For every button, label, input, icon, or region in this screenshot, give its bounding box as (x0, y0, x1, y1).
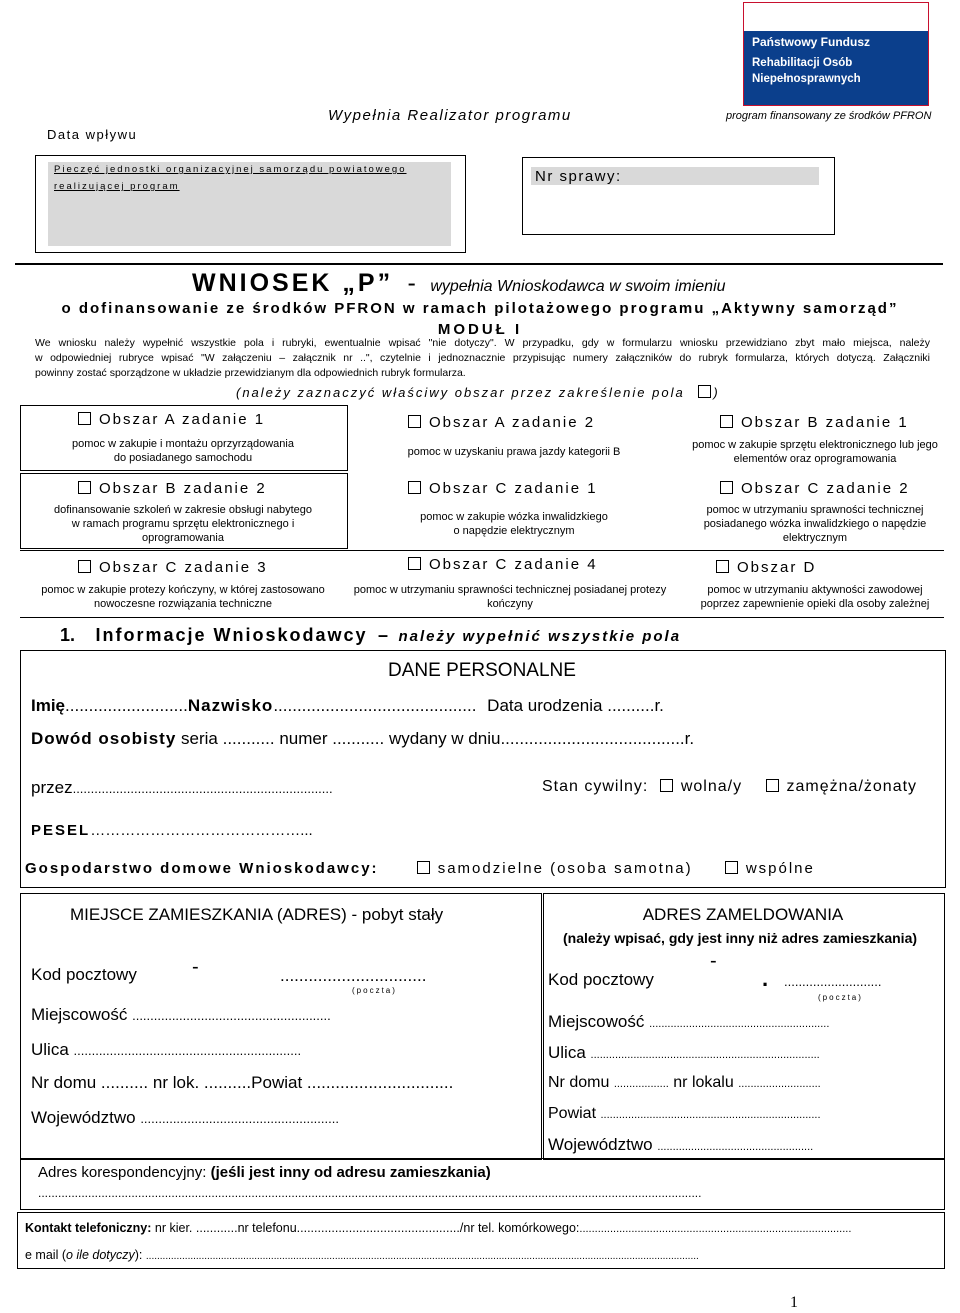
instruction-2: w odpowiedniej rubryce wpisać "W załączeniu – załącznik nr ..", czytelnie i jednoznacznie przypisując numery załączników do rubryk formularza, których dotyczą. Załączniki (35, 352, 930, 364)
ulica-label: Ulica (548, 1043, 586, 1062)
ulica-right (548, 1043, 820, 1063)
kod-right-dot: . (762, 966, 769, 991)
checkbox-icon (698, 385, 711, 398)
ulica-label: Ulica (31, 1040, 69, 1059)
area-d-option[interactable] (716, 559, 816, 576)
stamp-box (35, 155, 466, 253)
koresp-field[interactable]: ....................................................................................................................................................................................................... (38, 1186, 702, 1200)
miejscowosc-label: Miejscowość (548, 1012, 645, 1031)
nrdomu-field[interactable]: .................. (613, 1078, 669, 1090)
pfron-logo (743, 2, 929, 106)
checkbox-icon[interactable] (720, 481, 733, 494)
checkbox-icon[interactable] (78, 481, 91, 494)
logo-line-3: Niepełnosprawnych (752, 73, 861, 85)
tel-field[interactable]: ............................................... (296, 1221, 460, 1235)
header-rule (15, 263, 943, 265)
select-hint-text: (należy zaznaczyć właściwy obszar przez zakreślenie pola (236, 385, 685, 400)
nrlok-field[interactable]: .......... (203, 1073, 252, 1092)
kod-left-label: Kod pocztowy (31, 965, 137, 984)
checkbox-icon[interactable] (78, 560, 91, 573)
nr-sprawy-label: Nr sprawy: (535, 168, 622, 185)
powiat-label: Powiat (251, 1073, 303, 1092)
area-c3-desc: pomoc w zakupie protezy kończyny, w której zastosowano nowoczesne rozwiązania techniczne (41, 584, 325, 610)
title-dash: - (407, 269, 416, 297)
nrdomu-label: Nr domu (548, 1074, 610, 1091)
area-b1-desc: pomoc w zakupie sprzętu elektronicznego lub jego elementów oraz oprogramowania (692, 439, 938, 465)
powiat-right (548, 1105, 821, 1123)
area-c2-option[interactable] (720, 480, 910, 497)
section-subtitle: należy wypełnić wszystkie pola (398, 628, 682, 645)
area-b2-desc: dofinansowanie szkoleń w zakresie obsługi nabytego w ramach programu sprzętu elektronicznego i oprogramowania (53, 504, 313, 544)
form-title: WNIOSEK „P” (192, 269, 394, 297)
nrlok-field[interactable]: ........................... (738, 1078, 821, 1090)
nrdomu-field[interactable]: .......... (100, 1073, 149, 1092)
realizator-label: Wypełnia Realizator programu (328, 107, 572, 124)
koresp-label: Adres korespondencyjny: (38, 1164, 207, 1181)
email-label: e mail ( (25, 1248, 66, 1262)
kier-label: nr kier. (154, 1221, 193, 1235)
area-c1-desc: pomoc w zakupie wózka inwalidzkiego o napędzie elektrycznym (420, 511, 608, 537)
woj-right (548, 1135, 813, 1155)
area-title: Obszar C zadanie 3 (99, 559, 268, 576)
contact-label: Kontakt telefoniczny: (25, 1221, 152, 1235)
woj-field[interactable]: ................................................... (657, 1141, 814, 1153)
row-gospodarstwo (25, 860, 815, 877)
miejscowosc-label: Miejscowość (31, 1005, 128, 1024)
instruction-1: We wniosku należy wypełnić wszystkie pola i rubryki, ewentualnie wpisać "nie dotyczy". W przypadku, gdy w formularzu wniosku przewidziano zbyt mało miejsca, należy (35, 337, 930, 349)
title-subtitle: wypełnia Wnioskodawca w swoim imieniu (430, 278, 726, 295)
row-dowod (31, 729, 694, 749)
area-b1-option[interactable] (720, 414, 909, 431)
program-info: program finansowany ze środków PFRON (726, 110, 932, 122)
nr-sprawy-box (522, 157, 835, 235)
nrlok-label: nr lok. (152, 1073, 200, 1092)
area-d-desc: pomoc w utrzymaniu aktywności zawodowej poprzez zapewnienie opieki dla osoby zależnej (700, 584, 930, 610)
areas-bottom-rule-2 (20, 617, 944, 618)
area-title: Obszar B zadanie 1 (741, 414, 909, 431)
nrdomu-left (31, 1073, 453, 1093)
select-hint (236, 385, 720, 400)
page-number: 1 (790, 1294, 798, 1311)
checkbox-icon[interactable] (720, 415, 733, 428)
area-c2-desc: pomoc w utrzymaniu sprawności technicznej posiadanego wózka inwalidzkiego o napędzie elektrycznym (703, 504, 927, 544)
address-right-title: ADRES ZAMELDOWANIA (642, 905, 844, 924)
section1-heading (60, 625, 681, 646)
row-pesel (31, 822, 313, 839)
nrdomu-label: Nr domu (31, 1073, 97, 1092)
nrlok-label: nr lokalu (673, 1074, 734, 1091)
powiat-label: Powiat (548, 1105, 597, 1122)
numer-label: numer (279, 729, 328, 748)
seria-label: seria (181, 729, 218, 748)
section-number: 1. (60, 625, 76, 645)
stamp-label-1: Pieczęć jednostki organizacyjnej samorządu powiatowego (54, 164, 407, 175)
wspolne-label: wspólne (745, 860, 815, 877)
kier-field[interactable]: ............ (195, 1221, 238, 1235)
koresp-hint: (jeśli jest inny od adresu zamieszkania) (210, 1164, 491, 1181)
email-label-end: ): (134, 1248, 143, 1262)
imie-field[interactable]: .......................... (65, 696, 188, 715)
poczta-right-caption: (poczta) (818, 993, 863, 1002)
title-line (192, 269, 726, 298)
woj-label: Województwo (31, 1108, 136, 1127)
area-title: Obszar C zadanie 4 (429, 556, 598, 573)
stamp-label-2: realizującej program (54, 181, 180, 192)
address-right-subtitle: (należy wpisać, gdy jest inny niż adres zamieszkania) (563, 930, 918, 946)
ulica-field[interactable]: ............................................................... (73, 1043, 302, 1058)
nazwisko-field[interactable]: ........................................... (273, 696, 477, 715)
checkbox-icon[interactable] (417, 861, 430, 874)
area-title: Obszar D (737, 559, 817, 576)
checkbox-icon[interactable] (725, 861, 738, 874)
kod-right-label: Kod pocztowy (548, 970, 654, 989)
logo-line-1: Państwowy Fundusz (752, 35, 871, 49)
samodzielne-label: samodzielne (osoba samotna) (437, 860, 693, 877)
nrdomu-right (548, 1074, 821, 1092)
ulica-field[interactable]: ........................................................................... (590, 1049, 820, 1061)
miejscowosc-left (31, 1005, 331, 1025)
dowod-label: Dowód osobisty (31, 729, 177, 748)
przez-label: przez (31, 778, 73, 797)
module-label: MODUŁ I (437, 321, 523, 338)
area-a2-desc: pomoc w uzyskaniu prawa jazdy kategorii B (407, 446, 621, 458)
wydany-field[interactable]: .......................................r. (500, 729, 695, 748)
imie-label: Imię (31, 696, 66, 715)
address-left-title-a: MIEJSCE ZAMIESZKANIA ( (70, 905, 283, 924)
area-a1-option[interactable] (78, 411, 265, 428)
checkbox-icon[interactable] (716, 560, 729, 573)
ulica-left (31, 1040, 301, 1060)
dane-personalne-heading: DANE PERSONALNE (388, 660, 576, 681)
data-ur-field[interactable]: ..........r. (607, 696, 664, 715)
area-a1-desc: pomoc w zakupie i montażu oprzyrządowania do posiadanego samochodu (72, 438, 294, 464)
pesel-field[interactable]: ……………………………………... (90, 822, 313, 839)
woj-field[interactable]: ....................................................... (140, 1111, 339, 1126)
area-title: Obszar B zadanie 2 (99, 480, 267, 497)
email-hint: o ile dotyczy (65, 1248, 135, 1262)
area-b2-option[interactable] (78, 480, 267, 497)
title-line-2: o dofinansowanie ze środków PFRON w ramach pilotażowego programu „Aktywny samorząd” (61, 300, 899, 317)
contact-row (25, 1221, 851, 1235)
pesel-label: PESEL (31, 822, 91, 839)
area-a2-option[interactable] (408, 414, 595, 431)
area-title: Obszar C zadanie 1 (429, 480, 598, 497)
woj-left (31, 1108, 339, 1128)
areas-bottom-rule (20, 550, 944, 551)
stan-label: Stan cywilny: (542, 778, 649, 795)
koresp-row (38, 1164, 491, 1181)
area-c4-desc: pomoc w utrzymaniu sprawności technicznej posiadanej protezy kończyny (353, 584, 667, 610)
area-title: Obszar C zadanie 2 (741, 480, 910, 497)
address-left-title (70, 905, 443, 925)
data-ur-label: Data urodzenia (487, 696, 603, 715)
section-dash: – (377, 625, 388, 645)
checkbox-icon[interactable] (408, 415, 421, 428)
checkbox-icon[interactable] (660, 779, 673, 792)
email-field[interactable]: ....................................................................................................................................................................................................... (145, 1251, 699, 1262)
row-imie (31, 696, 664, 716)
numer-field[interactable]: ........... (332, 729, 385, 748)
kom-label: /nr tel. komórkowego: (459, 1221, 580, 1235)
row-przez (31, 778, 333, 798)
instruction-3: powinny zostać sporządzone w układzie przewidzianym dla odpowiednich rubryk formularza. (35, 367, 466, 379)
kod-right-field[interactable]: ........................... (784, 974, 882, 989)
checkbox-icon[interactable] (766, 779, 779, 792)
miejscowosc-right (548, 1012, 829, 1032)
zamezna-label: zamężna/żonaty (786, 778, 918, 795)
area-title: Obszar A zadanie 1 (99, 411, 266, 428)
checkbox-icon[interactable] (78, 412, 91, 425)
powiat-field[interactable]: ............................... (306, 1073, 454, 1092)
area-c3-option[interactable] (78, 559, 268, 576)
area-c1-option[interactable] (408, 480, 598, 497)
powiat-field[interactable]: ........................................................................ (600, 1109, 821, 1121)
kod-left-field[interactable]: ............................... (280, 966, 427, 985)
wolna-label: wolna/y (680, 778, 743, 795)
select-hint-close: ) (713, 385, 720, 400)
address-left-title-b: ADRES) - pobyt stały (282, 905, 444, 924)
checkbox-icon[interactable] (408, 557, 421, 570)
seria-field[interactable]: ........... (222, 729, 275, 748)
gosp-label: Gospodarstwo domowe Wnioskodawcy: (25, 860, 379, 877)
kom-field[interactable]: ......................................................................................... (579, 1223, 852, 1235)
kod-left-dash: - (192, 956, 199, 978)
personal-data-frame (20, 650, 946, 888)
wydany-label: wydany w dniu (388, 729, 501, 748)
checkbox-icon[interactable] (408, 481, 421, 494)
miejscowosc-field[interactable]: ........................................................... (649, 1018, 830, 1030)
email-row (25, 1248, 915, 1262)
logo-line-2: Rehabilitacji Osób (752, 57, 853, 69)
stan-cywilny (542, 778, 917, 796)
section-title: Informacje Wnioskodawcy (95, 625, 368, 645)
tel-label: nr telefonu (237, 1221, 297, 1235)
area-c4-option[interactable] (408, 556, 598, 573)
miejscowosc-field[interactable]: ....................................................... (132, 1008, 331, 1023)
poczta-left-caption: (poczta) (352, 986, 397, 995)
nazwisko-label: Nazwisko (187, 696, 274, 715)
woj-label: Województwo (548, 1135, 653, 1154)
data-wplywu-label: Data wpływu (47, 127, 138, 142)
przez-field[interactable]: ........................................................................ (72, 781, 333, 796)
kod-right-dash: - (710, 950, 717, 972)
area-title: Obszar A zadanie 2 (429, 414, 596, 431)
